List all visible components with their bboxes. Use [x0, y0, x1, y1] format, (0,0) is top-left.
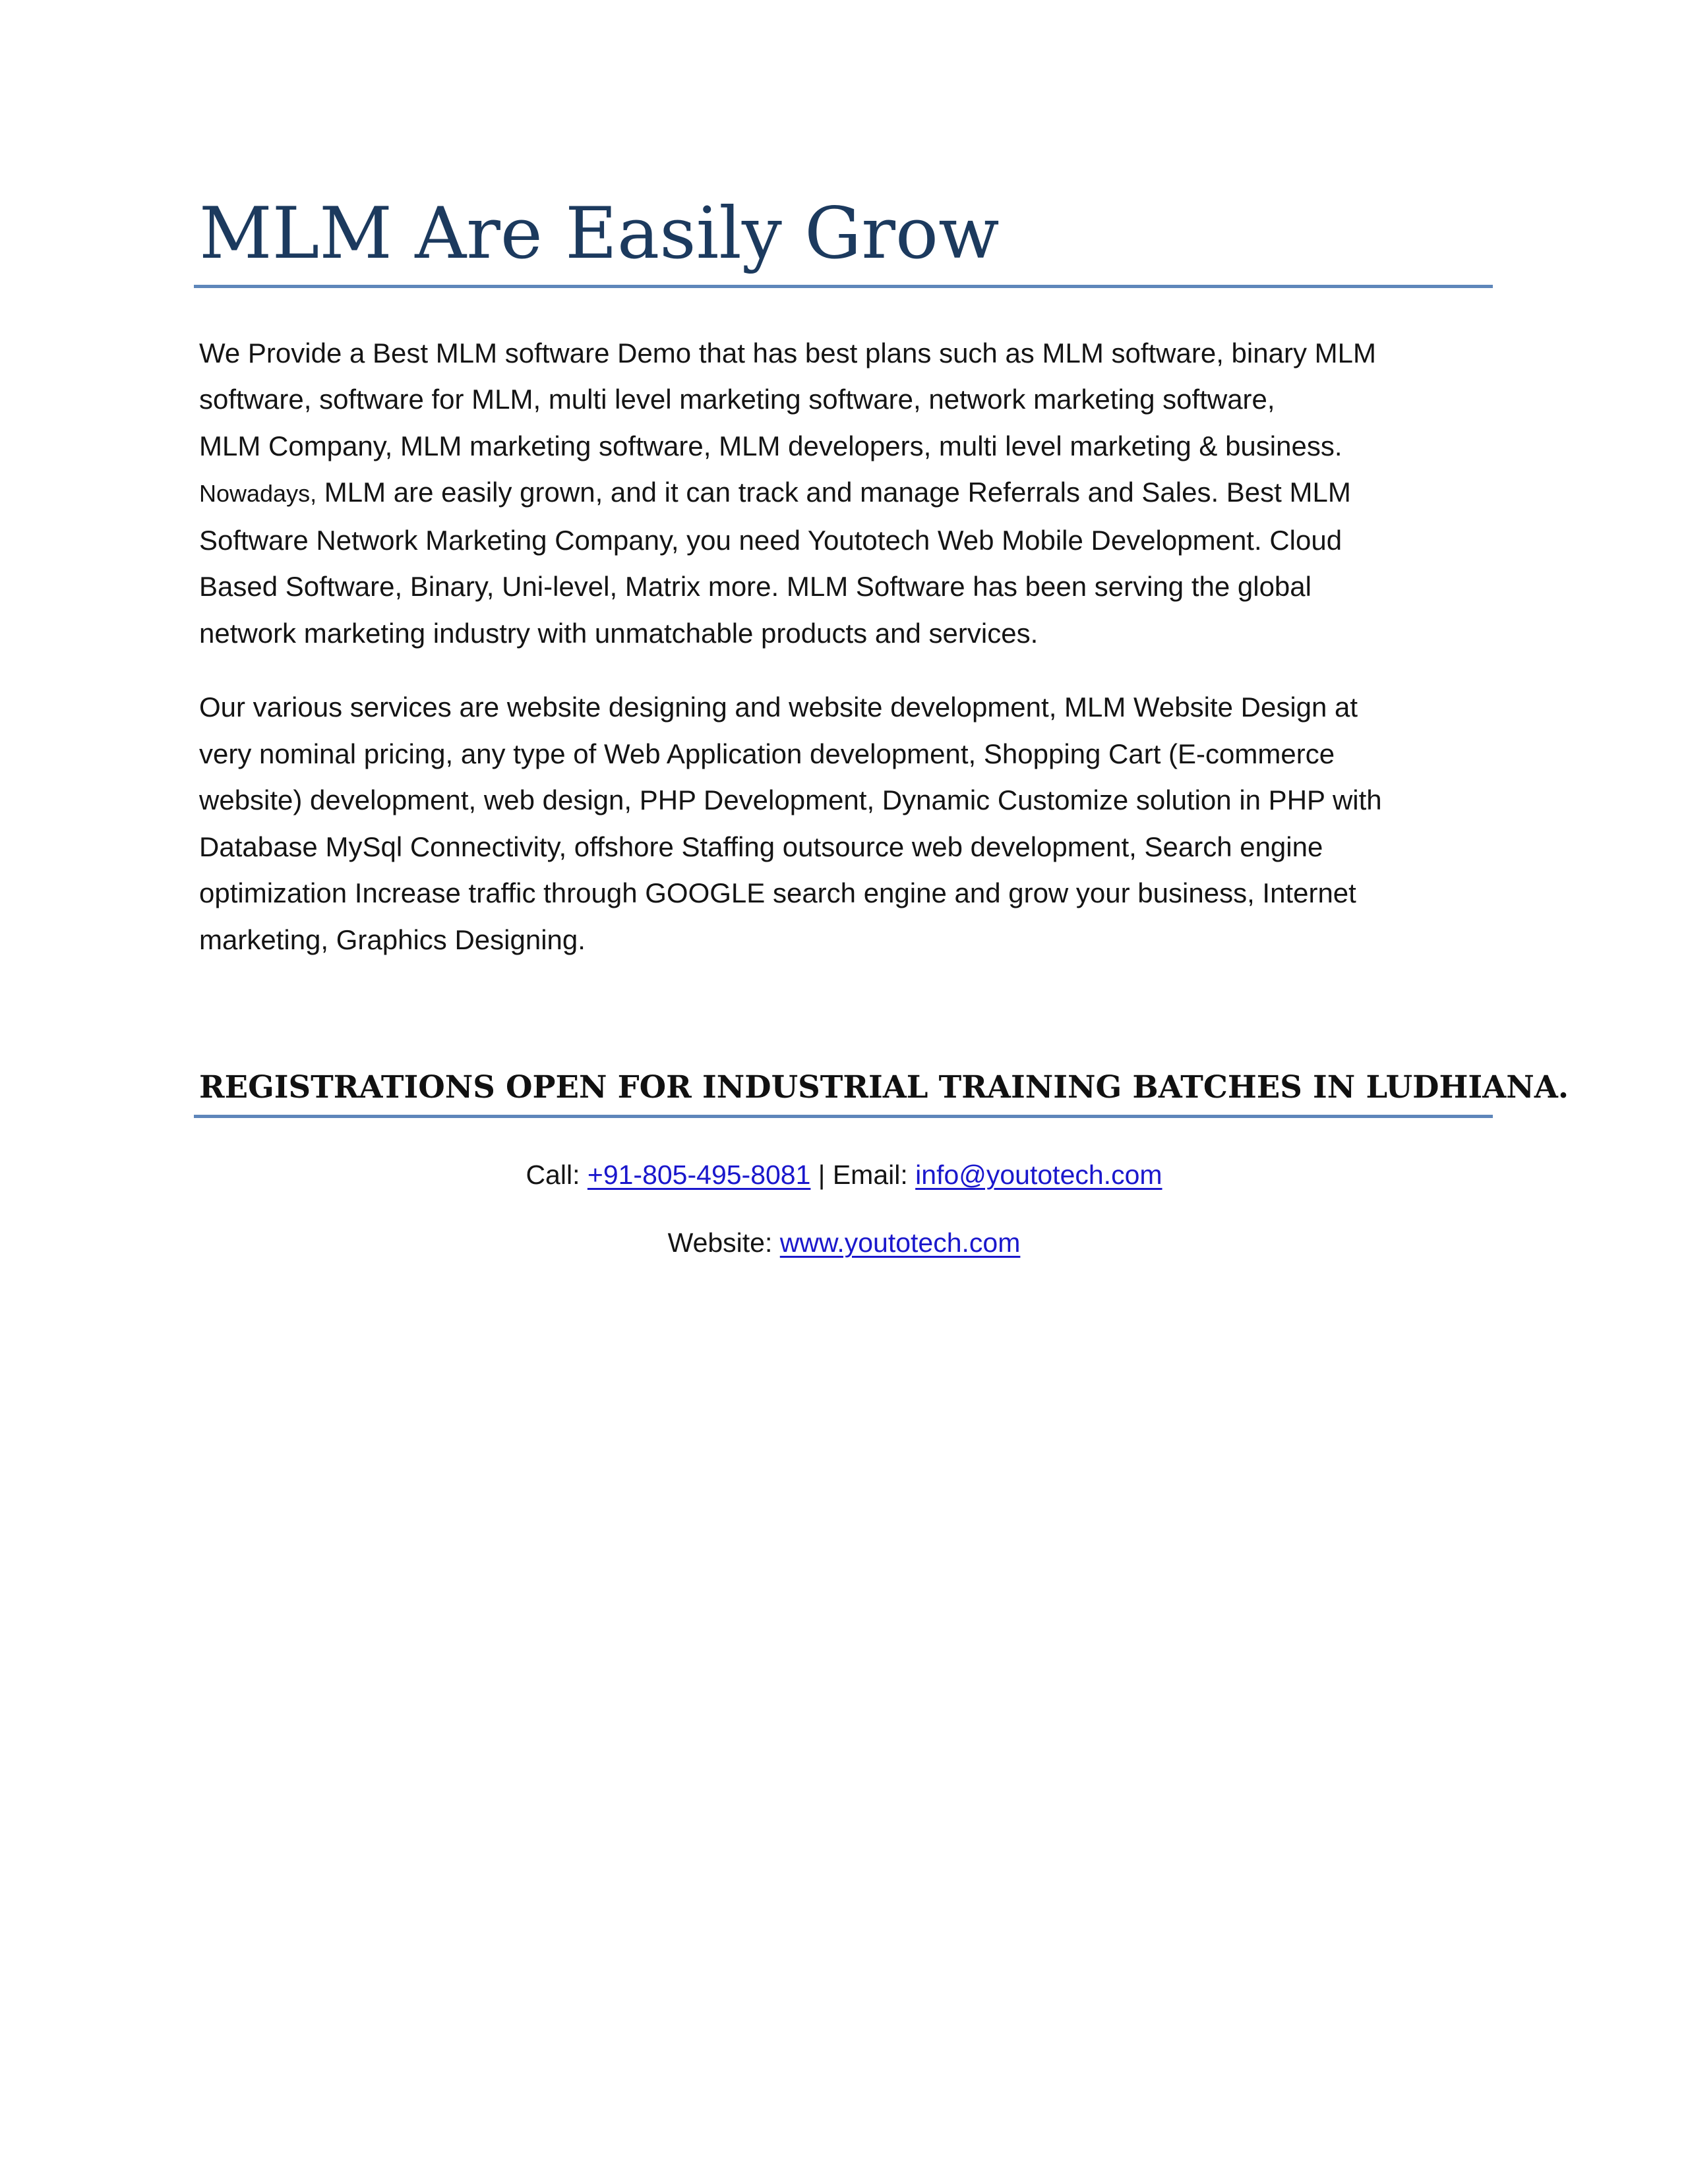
paragraph-2-line-4: Database MySql Connectivity, offshore Staffing outsource web development, Search engine: [199, 831, 1323, 862]
call-label: Call:: [526, 1159, 588, 1190]
paragraph-2-line-5: optimization Increase traffic through GOOGLE search engine and grow your business, Internet: [199, 877, 1356, 909]
paragraph-1-line-3: MLM Company, MLM marketing software, MLM developers, multi level marketing & business.: [199, 430, 1342, 461]
paragraph-1-line-4-rest: MLM are easily grown, and it can track and manage Referrals and Sales. Best MLM: [316, 477, 1351, 508]
nowadays-word: Nowadays,: [199, 480, 317, 508]
paragraph-1-line-1: We Provide a Best MLM software Demo that has best plans such as MLM software, binary MLM: [199, 337, 1376, 369]
paragraph-1-line-4: [199, 469, 1490, 517]
paragraph-2-line-6: marketing, Graphics Designing.: [199, 924, 586, 955]
paragraph-2-line-3: website) development, web design, PHP Development, Dynamic Customize solution in PHP with: [199, 784, 1382, 816]
page-title: MLM Are Easily Grow: [199, 192, 1000, 275]
registration-divider: [194, 1115, 1493, 1118]
paragraph-1-line-2: software, software for MLM, multi level marketing software, network marketing software,: [199, 384, 1275, 415]
title-divider: [194, 285, 1493, 288]
paragraph-2: [198, 684, 1490, 963]
registration-heading: REGISTRATIONS OPEN FOR INDUSTRIAL TRAINING BATCHES IN LUDHIANA.: [199, 1069, 1569, 1106]
paragraph-2-line-2: very nominal pricing, any type of Web Application development, Shopping Cart (E-commerce: [199, 738, 1335, 769]
email-link[interactable]: info@youtotech.com: [915, 1159, 1162, 1190]
document-content: [198, 191, 1569, 1260]
email-label: | Email:: [810, 1159, 916, 1190]
paragraph-1-line-5: Software Network Marketing Company, you need Youtotech Web Mobile Development. Cloud: [199, 524, 1342, 556]
paragraph-1-line-6: Based Software, Binary, Uni-level, Matrix more. MLM Software has been serving the global: [199, 571, 1311, 603]
website-label: Website:: [667, 1227, 780, 1258]
contact-line: [198, 1158, 1490, 1193]
phone-link[interactable]: +91-805-495-8081: [587, 1159, 811, 1190]
paragraph-2-line-1: Our various services are website designing and website development, MLM Website Design at: [199, 692, 1358, 723]
paragraph-1: [198, 330, 1490, 657]
paragraph-1-line-7: network marketing industry with unmatchable products and services.: [199, 617, 1039, 649]
website-link[interactable]: www.youtotech.com: [779, 1227, 1021, 1258]
website-line: [198, 1225, 1490, 1260]
